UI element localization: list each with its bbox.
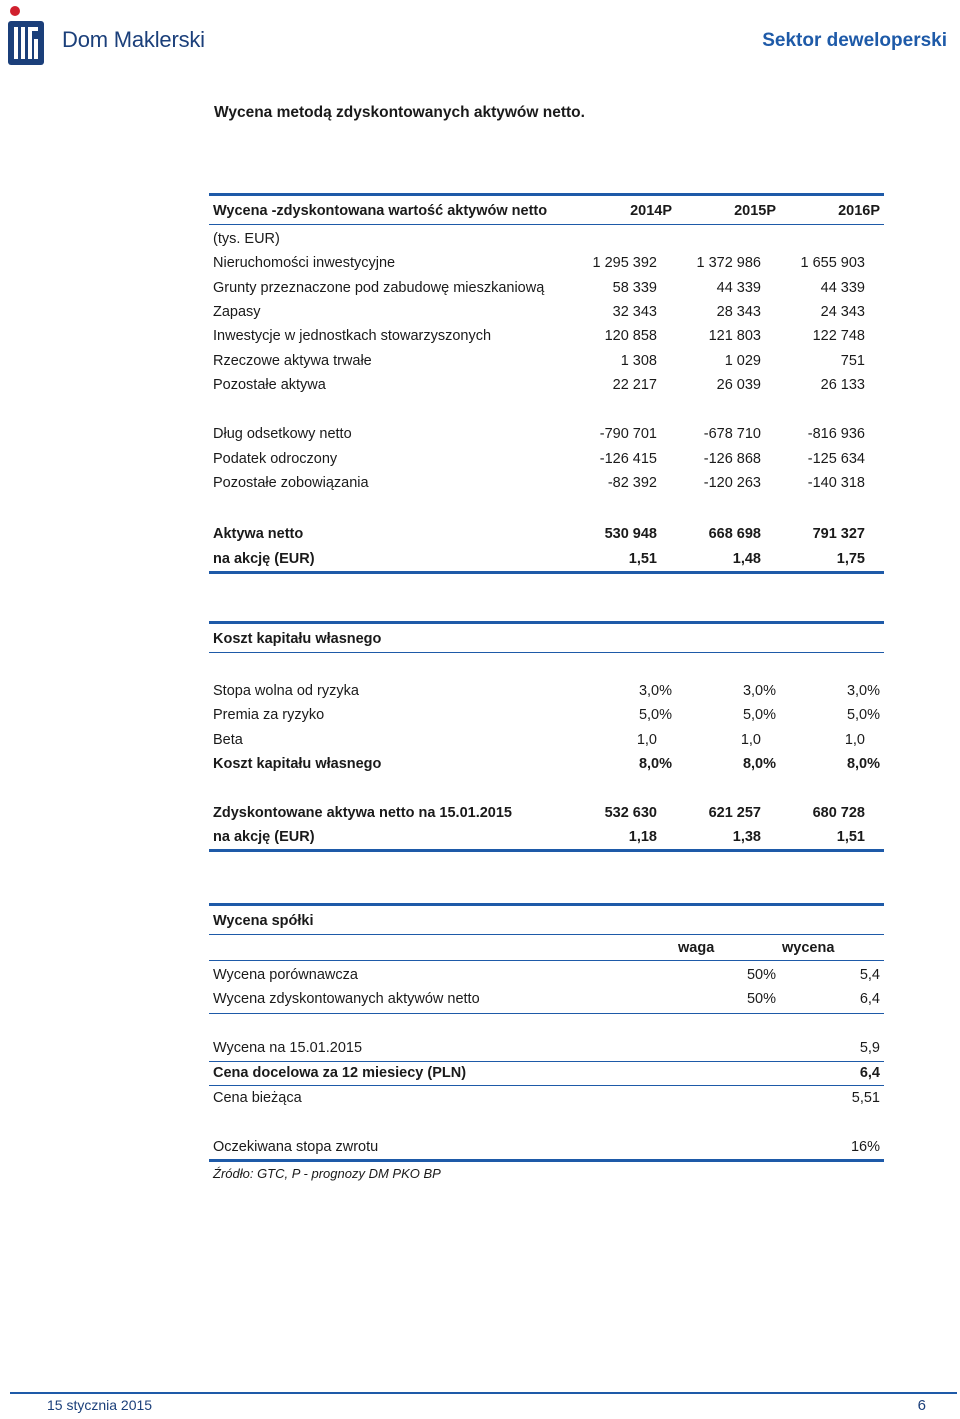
cell: 1,0 — [740, 732, 761, 748]
footer-rule — [10, 1392, 957, 1394]
unit-label: (tys. EUR) — [213, 231, 280, 247]
cell: 1,48 — [732, 551, 761, 567]
table-row — [213, 252, 883, 274]
coe-header — [213, 628, 883, 650]
cell: 621 257 — [708, 805, 761, 821]
table-bottom-rule — [209, 849, 884, 852]
cell: -140 318 — [807, 475, 865, 491]
cell: 1,0 — [844, 732, 865, 748]
year-col-1: 2014P — [630, 203, 672, 219]
valuation-header — [213, 910, 883, 932]
cell: -125 634 — [807, 451, 865, 467]
header-rule — [209, 934, 884, 935]
year-col-3: 2016P — [838, 203, 880, 219]
cell: 1,51 — [628, 551, 657, 567]
source-note: Źródło: GTC, P - prognozy DM PKO BP — [213, 1166, 441, 1181]
row-label: Premia za ryzyko — [213, 707, 325, 723]
cell: 3,0% — [638, 683, 672, 699]
cell: 3,0% — [846, 683, 880, 699]
table-row — [213, 964, 883, 986]
row-label: na akcję (EUR) — [213, 829, 315, 845]
row-label: Podatek odroczony — [213, 451, 338, 467]
cell: 5,4 — [859, 967, 880, 983]
cell: 50% — [746, 991, 776, 1007]
cell: 5,51 — [851, 1090, 880, 1106]
cell: 1,38 — [732, 829, 761, 845]
cell: 1,18 — [628, 829, 657, 845]
table-row — [213, 423, 883, 445]
per-share-row — [213, 826, 883, 848]
row-label: Wycena zdyskontowanych aktywów netto — [213, 991, 480, 1007]
row-rule — [209, 1013, 884, 1014]
page-number: 6 — [917, 1397, 926, 1414]
header-rule — [209, 652, 884, 653]
valuation-col-headers — [213, 937, 883, 959]
cell: 1,51 — [836, 829, 865, 845]
table-bottom-rule — [209, 1159, 884, 1162]
pko-logo — [5, 4, 47, 66]
cell: -816 936 — [807, 426, 865, 442]
page-title: Wycena metodą zdyskontowanych aktywów netto. — [214, 104, 585, 121]
row-label: Nieruchomości inwestycyjne — [213, 255, 396, 271]
row-label: Grunty przeznaczone pod zabudowę mieszkaniową — [213, 280, 545, 296]
table-row — [213, 753, 883, 775]
table-row — [213, 325, 883, 347]
cell: 1,75 — [836, 551, 865, 567]
row-label: na akcję (EUR) — [213, 551, 315, 567]
cell: 121 803 — [708, 328, 761, 344]
per-share-row — [213, 548, 883, 570]
cell: 6,4 — [859, 991, 880, 1007]
cell: 32 343 — [612, 304, 657, 320]
row-label: Stopa wolna od ryzyka — [213, 683, 359, 699]
table-row — [213, 277, 883, 299]
cell: 16% — [850, 1139, 880, 1155]
target-price-row — [213, 1062, 883, 1084]
cell: 680 728 — [812, 805, 865, 821]
footer-date: 15 stycznia 2015 — [47, 1397, 153, 1413]
table-row — [213, 448, 883, 470]
table-row — [213, 350, 883, 372]
cell: 532 630 — [604, 805, 657, 821]
year-col-2: 2015P — [734, 203, 776, 219]
cell: 8,0% — [742, 756, 776, 772]
cell: 1 308 — [620, 353, 657, 369]
row-label: Zapasy — [213, 304, 261, 320]
header-rule — [209, 224, 884, 225]
header-rule — [209, 960, 884, 961]
table-row — [213, 1087, 883, 1109]
table-top-rule — [209, 903, 884, 906]
table-row — [213, 1037, 883, 1059]
nav-table-header — [213, 200, 883, 222]
row-label: Wycena na 15.01.2015 — [213, 1040, 363, 1056]
cell: 44 339 — [820, 280, 865, 296]
row-label: Inwestycje w jednostkach stowarzyszonych — [213, 328, 492, 344]
cell: -120 263 — [703, 475, 761, 491]
cell: 24 343 — [820, 304, 865, 320]
cell: 668 698 — [708, 526, 761, 542]
row-label: Koszt kapitału własnego — [213, 756, 382, 772]
cell: 1 029 — [724, 353, 761, 369]
row-label: Rzeczowe aktywa trwałe — [213, 353, 372, 369]
net-assets-row — [213, 523, 883, 545]
cell: 5,0% — [638, 707, 672, 723]
table-row — [213, 988, 883, 1010]
cell: -790 701 — [599, 426, 657, 442]
table-row — [213, 729, 883, 751]
row-label: Pozostałe zobowiązania — [213, 475, 369, 491]
valuation-header-label: Wycena spółki — [213, 913, 314, 929]
cell: 6,4 — [859, 1065, 880, 1081]
cell: 751 — [840, 353, 865, 369]
row-label: Pozostałe aktywa — [213, 377, 326, 393]
cell: 122 748 — [812, 328, 865, 344]
cell: 58 339 — [612, 280, 657, 296]
cell: 28 343 — [716, 304, 761, 320]
table-row — [213, 704, 883, 726]
cell: 791 327 — [812, 526, 865, 542]
brand-name: Dom Maklerski — [62, 27, 205, 52]
cell: 1,0 — [636, 732, 657, 748]
table-row — [213, 680, 883, 702]
row-label: Cena bieżąca — [213, 1090, 302, 1106]
row-label: Beta — [213, 732, 243, 748]
cell: 5,9 — [859, 1040, 880, 1056]
table-top-rule — [209, 193, 884, 196]
value-col-header: wycena — [782, 940, 835, 956]
cell: 22 217 — [612, 377, 657, 393]
row-label: Zdyskontowane aktywa netto na 15.01.2015 — [213, 805, 512, 821]
table-row — [213, 301, 883, 323]
cell: 120 858 — [604, 328, 657, 344]
cell: -126 868 — [703, 451, 761, 467]
table-top-rule — [209, 621, 884, 624]
table-row — [213, 472, 883, 494]
weight-col-header: waga — [678, 940, 715, 956]
row-label: Cena docelowa za 12 miesiecy (PLN) — [213, 1065, 467, 1081]
row-label: Oczekiwana stopa zwrotu — [213, 1139, 379, 1155]
coe-header-label: Koszt kapitału własnego — [213, 631, 382, 647]
cell: 1 372 986 — [696, 255, 761, 271]
cell: -678 710 — [703, 426, 761, 442]
cell: -82 392 — [607, 475, 657, 491]
cell: 26 039 — [716, 377, 761, 393]
nav-header-unit — [213, 228, 883, 250]
discounted-nav-row — [213, 802, 883, 824]
nav-header-label: Wycena -zdyskontowana wartość aktywów netto — [213, 203, 548, 219]
table-row — [213, 374, 883, 396]
table-bottom-rule — [209, 571, 884, 574]
cell: 50% — [746, 967, 776, 983]
cell: 44 339 — [716, 280, 761, 296]
cell: 3,0% — [742, 683, 776, 699]
expected-return-row — [213, 1136, 883, 1158]
cell: 5,0% — [846, 707, 880, 723]
cell: -126 415 — [599, 451, 657, 467]
row-rule — [209, 1085, 884, 1086]
cell: 8,0% — [638, 756, 672, 772]
row-label: Aktywa netto — [213, 526, 304, 542]
cell: 5,0% — [742, 707, 776, 723]
cell: 1 655 903 — [800, 255, 865, 271]
cell: 26 133 — [820, 377, 865, 393]
cell: 530 948 — [604, 526, 657, 542]
row-label: Dług odsetkowy netto — [213, 426, 352, 442]
cell: 1 295 392 — [592, 255, 657, 271]
section-title: Sektor deweloperski — [762, 30, 947, 51]
cell: 8,0% — [846, 756, 880, 772]
row-label: Wycena porównawcza — [213, 967, 358, 983]
